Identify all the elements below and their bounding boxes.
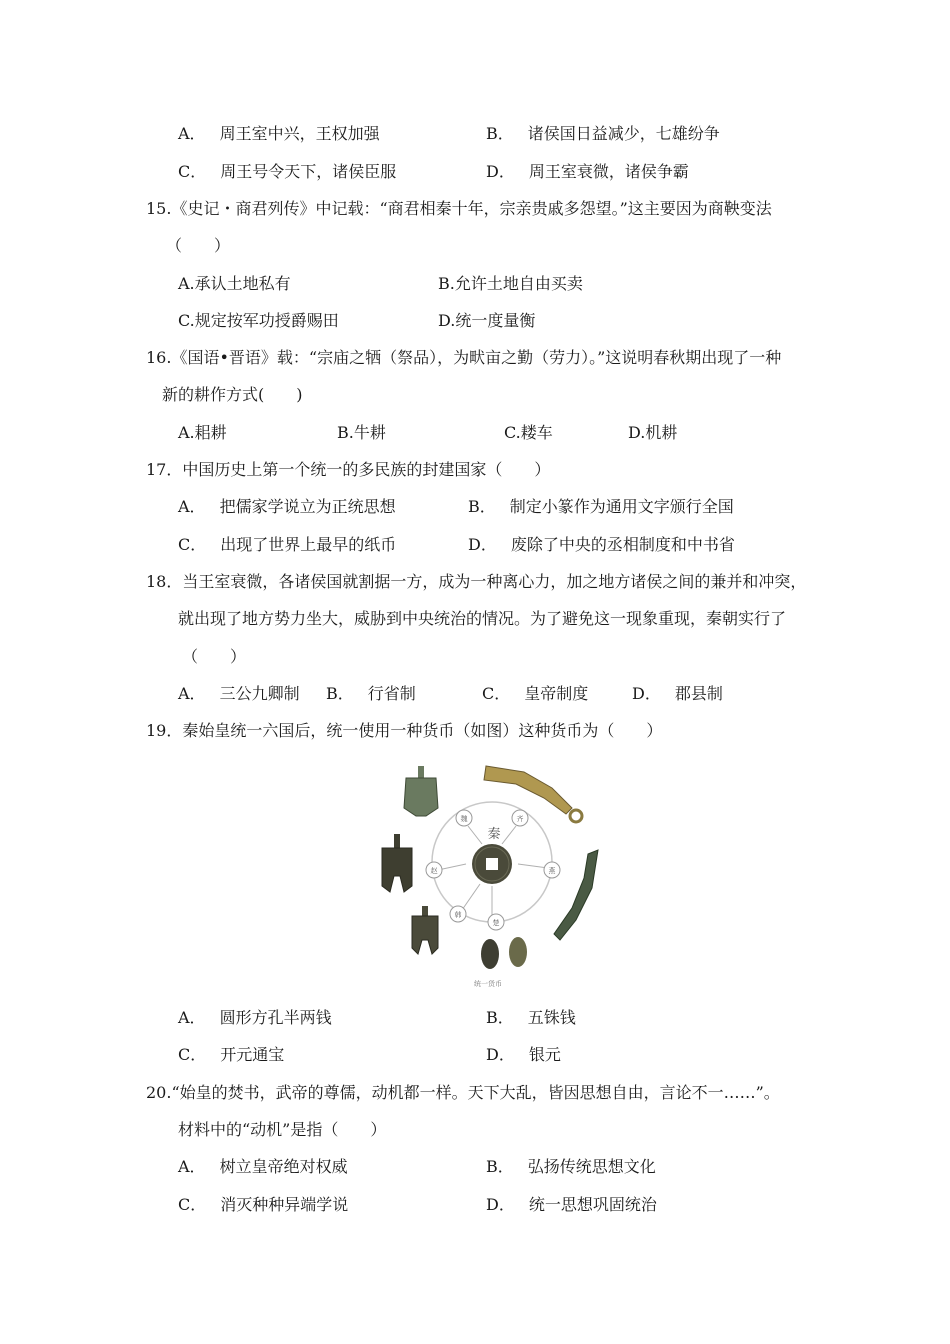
option-letter: C． [482,684,511,703]
option-letter: C． [178,1045,207,1064]
q14-option-c [178,162,396,182]
option-text: 制定小篆作为通用文字颁行全国 [509,497,734,516]
coin-square-hole [486,858,498,870]
option-letter: B． [486,124,514,143]
q16-option-d [628,423,677,443]
q17-option-d [468,535,735,555]
q20-option-b [486,1157,656,1177]
q18-stem-paren: （ ） [182,647,247,666]
q19-option-c [178,1045,284,1065]
option-text: 开元通宝 [220,1045,285,1064]
q15-option-a [178,274,291,294]
option-letter: C． [178,535,207,554]
q15-stem: 15.《史记・商君列传》中记载：“商君相秦十年，宗亲贵戚多怨望。”这主要因为商鞅变法 [146,199,772,218]
q18-option-a [178,684,300,704]
q18-option-d [632,684,723,704]
node-label-qi: 齐 [516,815,524,823]
spade-coin-bottom-icon [412,906,438,954]
knife-coin-right-icon [554,850,598,940]
option-letter: D. [438,311,456,330]
option-text: 行省制 [367,684,416,703]
option-letter: B． [468,497,496,516]
q16-option-b [337,423,386,443]
option-text: 三公九卿制 [219,684,300,703]
option-letter: C． [178,1195,207,1214]
option-text: 树立皇帝绝对权威 [219,1157,348,1176]
q20-stem: 20.“始皇的焚书，武帝的尊儒，动机都一样。天下大乱，皆因思想自由，言论不一……”。 [146,1083,780,1102]
option-text: 允许土地自由买卖 [454,274,583,293]
option-letter: D． [486,162,515,181]
currency-diagram [376,758,608,990]
option-text: 牛耕 [353,423,386,442]
option-letter: D. [628,423,646,442]
option-letter: B． [486,1157,514,1176]
option-text: 郡县制 [674,684,723,703]
q14-option-d [486,162,689,182]
spade-coin-top-icon [404,766,438,816]
q18-stem-cont: 就出现了地方势力坐大，威胁到中央统治的情况。为了避免这一现象重现，秦朝实行了 [178,609,787,628]
option-text: 五铢钱 [527,1008,576,1027]
node-label-wei: 魏 [460,815,468,823]
q19-option-b [486,1008,576,1028]
q16-option-a [178,423,227,443]
node-label-chu: 楚 [492,919,500,927]
option-text: 诸侯国日益减少，七雄纷争 [527,124,720,143]
ban-liang-coin [472,844,512,884]
option-letter: D． [486,1195,515,1214]
option-text: 承认土地私有 [194,274,291,293]
option-text: 耜耕 [194,423,227,442]
option-letter: A． [178,684,206,703]
q20-option-c [178,1195,348,1215]
option-letter: A． [178,124,206,143]
q17-option-b [468,497,734,517]
option-letter: B. [337,423,354,442]
option-letter: D． [468,535,497,554]
option-letter: A． [178,1157,206,1176]
q16-stem: 16.《国语•晋语》载：“宗庙之牺（祭品），为畎亩之勤（劳力）。”这说明春秋期出现了一种 [146,348,782,367]
option-text: 把儒家学说立为正统思想 [219,497,396,516]
option-letter: A． [178,1008,206,1027]
q19-option-a [178,1008,332,1028]
q16-option-c [504,423,553,443]
option-letter: D． [486,1045,515,1064]
q20-option-a [178,1157,348,1177]
option-text: 出现了世界上最早的纸币 [220,535,397,554]
q19-option-d [486,1045,561,1065]
option-text: 规定按军功授爵赐田 [194,311,339,330]
option-text: 皇帝制度 [524,684,589,703]
option-text: 统一思想巩固统治 [528,1195,657,1214]
q20-stem-cont: 材料中的“动机”是指（ ） [178,1120,387,1139]
spade-coin-left-icon [382,834,412,892]
node-label-zhao: 赵 [430,867,438,875]
option-text: 周王室衰微，诸侯争霸 [528,162,689,181]
option-text: 统一度量衡 [455,311,536,330]
q19-stem: 19．秦始皇统一六国后，统一使用一种货币（如图）这种货币为（ ） [146,721,663,740]
currency-unification-figure [376,758,608,990]
node-label-yan: 燕 [548,867,556,875]
q18-option-b [326,684,416,704]
option-letter: C. [504,423,521,442]
option-letter: B． [326,684,354,703]
option-text: 周王号令天下，诸侯臣服 [220,162,397,181]
option-letter: C． [178,162,207,181]
q16-stem-cont: 新的耕作方式( ) [162,385,303,404]
option-letter: A. [178,274,195,293]
q15-option-c [178,311,339,331]
option-text: 废除了中央的丞相制度和中书省 [510,535,735,554]
option-text: 周王室中兴，王权加强 [219,124,380,143]
option-text: 耧车 [520,423,553,442]
node-label-han: 韩 [454,911,462,919]
q17-stem: 17．中国历史上第一个统一的多民族的封建国家（ ） [146,460,551,479]
center-label-qin: 秦 [487,827,501,842]
knife-coin-top-icon [484,766,582,822]
q15-stem-paren: （ ） [166,236,231,255]
q15-option-d [438,311,535,331]
q17-option-c [178,535,396,555]
option-letter: B． [486,1008,514,1027]
option-letter: A． [178,497,206,516]
ant-nose-coins-icon [481,937,527,969]
q20-option-d [486,1195,657,1215]
q15-option-b [438,274,583,294]
option-text: 弘扬传统思想文化 [527,1157,656,1176]
option-letter: A. [178,423,195,442]
q14-option-b [486,124,720,144]
option-text: 圆形方孔半两钱 [219,1008,332,1027]
q17-option-a [178,497,396,517]
option-text: 机耕 [645,423,678,442]
q14-option-a [178,124,380,144]
option-text: 银元 [528,1045,561,1064]
figure-caption: 统一货币 [474,980,502,988]
q18-option-c [482,684,588,704]
q18-stem: 18．当王室衰微，各诸侯国就割据一方，成为一种离心力，加之地方诸侯之间的兼并和冲突， [146,572,807,591]
option-text: 消灭种种异端学说 [220,1195,349,1214]
option-letter: D． [632,684,661,703]
option-letter: C. [178,311,195,330]
option-letter: B. [438,274,455,293]
